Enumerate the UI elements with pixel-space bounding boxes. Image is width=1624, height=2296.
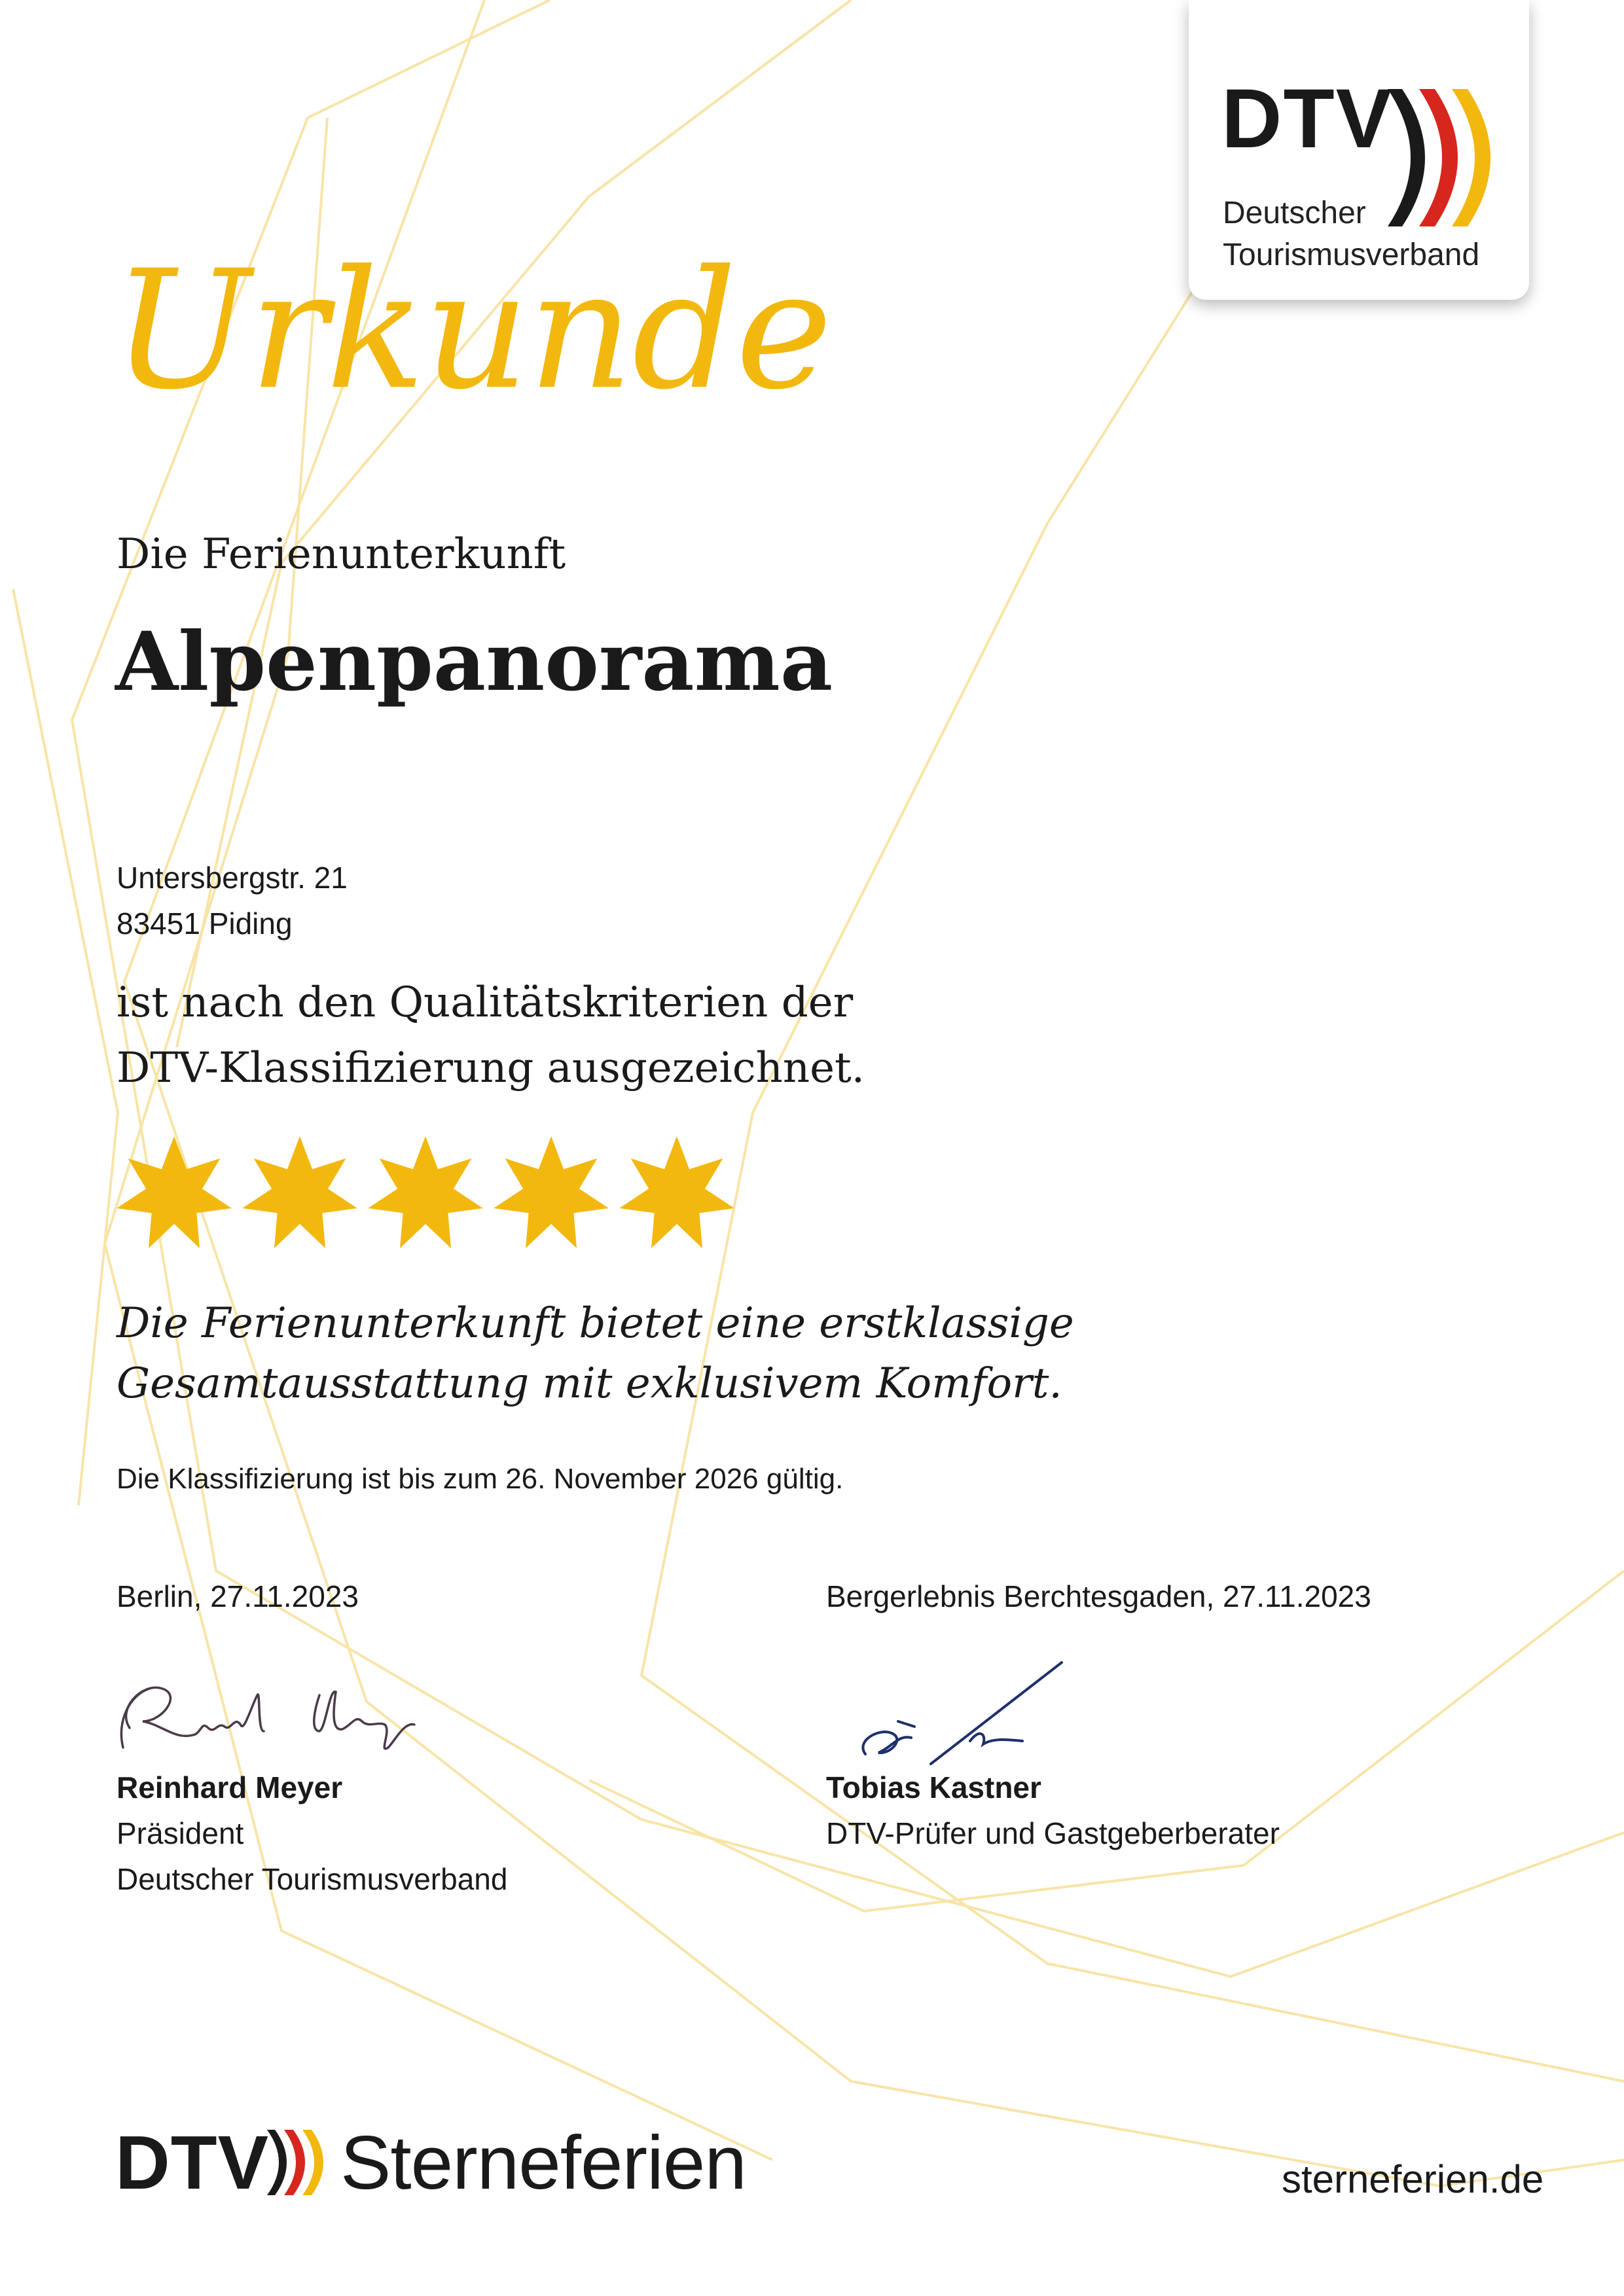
address-city: 83451 Piding: [117, 906, 293, 941]
validity-note: Die Klassifizierung ist bis zum 26. November 2026 gültig.: [117, 1463, 844, 1495]
description-line1: Die Ferienunterkunft bietet eine erstklassige: [117, 1299, 1074, 1348]
statement-line1: ist nach den Qualitätskriterien der: [117, 978, 854, 1027]
star-icon: [242, 1136, 357, 1248]
footer-website-link[interactable]: sterneferien.de: [1282, 2157, 1544, 2201]
signer-left-name: Reinhard Meyer: [117, 1770, 343, 1804]
address-street: Untersbergstr. 21: [117, 861, 348, 895]
star-rating: [111, 1134, 753, 1258]
star-icon: [117, 1136, 231, 1248]
star-icon: [619, 1136, 734, 1248]
statement-line2: DTV-Klassifizierung ausgezeichnet.: [117, 1044, 865, 1092]
signature-reinhard-meyer: [103, 1669, 457, 1767]
intro-text: Die Ferienunterkunft: [117, 530, 566, 579]
place-date-left: Berlin, 27.11.2023: [117, 1579, 359, 1613]
star-icon: [494, 1136, 608, 1248]
signer-right-role: DTV-Prüfer und Gastgeberberater: [826, 1816, 1280, 1850]
signature-tobias-kastner: [852, 1649, 1075, 1780]
signer-left-role: Präsident: [117, 1816, 244, 1850]
signer-right-name: Tobias Kastner: [826, 1770, 1041, 1804]
footer-brand-name: Sterneferien: [340, 2120, 746, 2205]
logo-text-line1: Deutscher: [1223, 196, 1366, 230]
logo-text-line2: Tourismusverband: [1223, 238, 1480, 272]
certificate-title: Urkunde: [113, 235, 831, 425]
description-line2: Gesamtausstattung mit exklusivem Komfort.: [117, 1359, 1062, 1408]
place-date-right: Bergerlebnis Berchtesgaden, 27.11.2023: [826, 1579, 1371, 1613]
star-icon: [368, 1136, 482, 1248]
footer-brand-abbreviation: DTV: [115, 2120, 269, 2205]
property-name: Alpenpanorama: [115, 615, 833, 709]
signer-left-organization: Deutscher Tourismusverband: [117, 1862, 508, 1896]
logo-abbreviation: DTV: [1221, 72, 1393, 166]
german-flag-chevrons-icon: [1388, 89, 1506, 226]
footer-flag-chevrons-icon: [267, 2130, 333, 2195]
